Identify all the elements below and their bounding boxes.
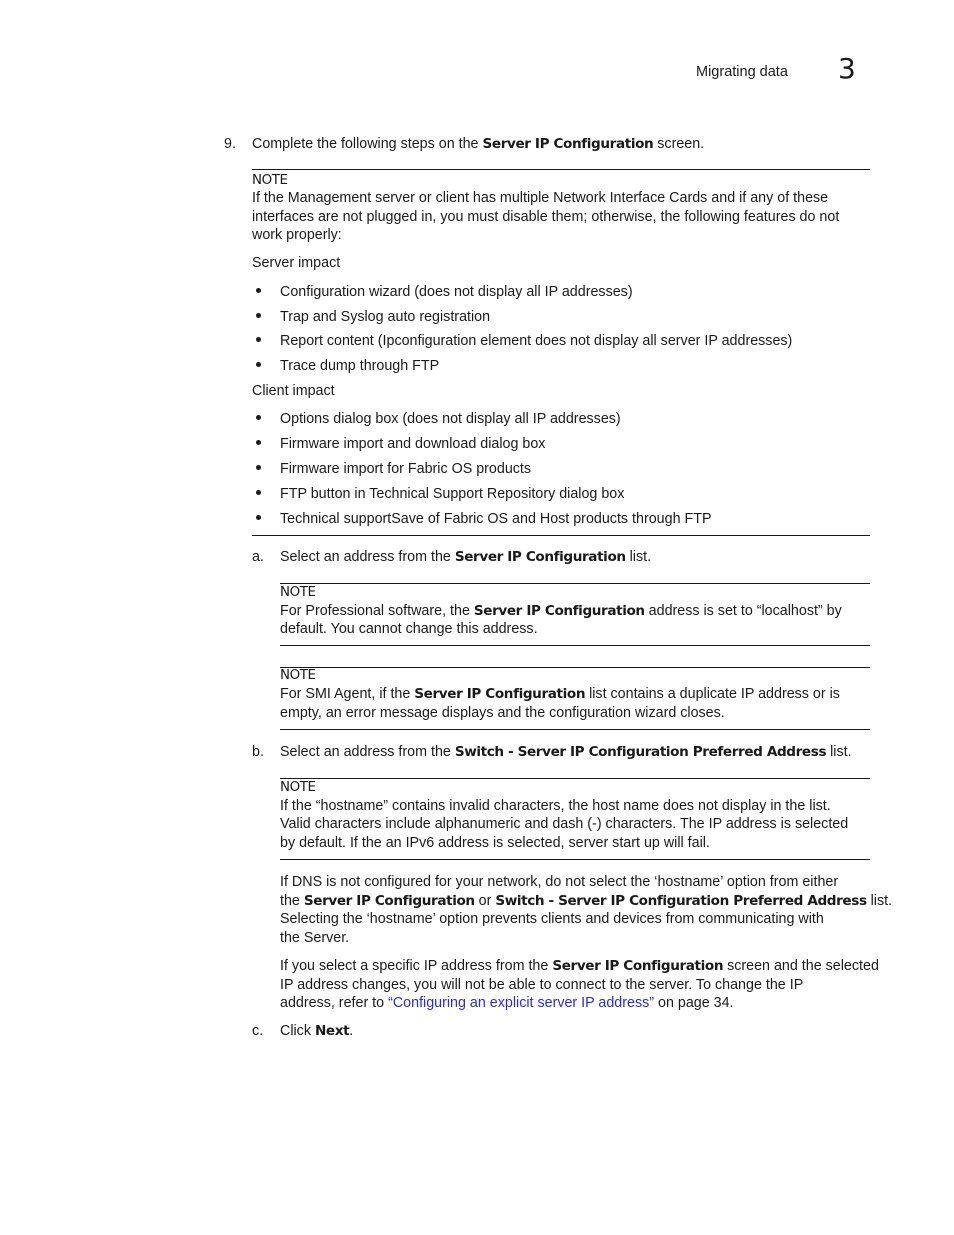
step-9-bold: Server IP Configuration [482, 136, 654, 152]
step-c-text [280, 1022, 353, 1041]
step-b-pre: Select an address from the [280, 744, 455, 760]
note-3-line-1-bold: Server IP Configuration [414, 686, 586, 702]
ip-para-line-1-pre: If you select a specific IP address from the [280, 958, 553, 974]
step-a-pre: Select an address from the [280, 549, 455, 565]
ip-para-line-1 [280, 957, 879, 976]
running-header-title: Migrating data [696, 64, 788, 80]
bullet-icon [256, 515, 261, 520]
note-4-line-3: by default. If the an IPv6 address is selected, server start up will fail. [280, 835, 710, 851]
server-impact-heading: Server impact [252, 255, 341, 271]
ip-para-line-1-bold: Server IP Configuration [552, 958, 724, 974]
dns-para-line-1: If DNS is not configured for your network, do not select the ‘hostname’ option from either [280, 874, 839, 890]
step-9-text [252, 135, 704, 154]
ip-para-line-1-post: screen and the selected [723, 958, 879, 974]
dns-para-line-2-bold-2: Switch - Server IP Configuration Preferred Address [495, 893, 867, 909]
note-3-line-1 [280, 685, 840, 704]
note-4-bottom-rule [280, 859, 870, 860]
note-2-top-rule [280, 583, 870, 584]
bullet-icon [256, 415, 261, 420]
note-1-bottom-rule [252, 535, 870, 536]
bullet-icon [256, 490, 261, 495]
bullet-icon [256, 362, 261, 367]
note-2-line-1-pre: For Professional software, the [280, 603, 474, 619]
dns-para-line-2 [280, 892, 892, 911]
step-a-text [280, 548, 651, 567]
step-a-letter: a. [252, 549, 264, 565]
bullet-icon [256, 313, 261, 318]
ip-para-line-3-pre: address, refer to [280, 995, 389, 1011]
note-3-top-rule [280, 667, 870, 668]
note-2-line-1 [280, 602, 842, 621]
note-3-bottom-rule [280, 729, 870, 730]
ip-para-line-2: IP address changes, you will not be able to connect to the server. To change the IP [280, 977, 804, 993]
note-2-line-1-post: address is set to “localhost” by [644, 603, 842, 619]
step-b-letter: b. [252, 744, 264, 760]
note-2-label: NOTE [280, 585, 316, 600]
note-1-line-1: If the Management server or client has multiple Network Interface Cards and if any of these [252, 190, 829, 206]
bullet-icon [256, 337, 261, 342]
step-b-bold: Switch - Server IP Configuration Preferred Address [454, 744, 827, 760]
dns-para-line-2-post: list. [866, 893, 893, 909]
dns-para-line-2-mid: or [474, 893, 496, 909]
server-impact-item: Trap and Syslog auto registration [280, 309, 491, 325]
step-a-bold: Server IP Configuration [454, 549, 626, 565]
note-1-top-rule [252, 169, 870, 170]
client-impact-heading: Client impact [252, 383, 335, 399]
step-9-number: 9. [224, 136, 236, 152]
dns-para-line-2-bold-1: Server IP Configuration [303, 893, 475, 909]
note-3-line-2: empty, an error message displays and the configuration wizard closes. [280, 705, 725, 721]
dns-para-line-3: Selecting the ‘hostname’ option prevents clients and devices from communicating with [280, 911, 824, 927]
bullet-icon [256, 440, 261, 445]
step-c-bold: Next [314, 1023, 350, 1039]
note-1-line-2: interfaces are not plugged in, you must disable them; otherwise, the following features do not [252, 209, 840, 225]
note-2-bottom-rule [280, 645, 870, 646]
ip-para-line-3-post: on page 34. [654, 995, 734, 1011]
note-4-label: NOTE [280, 780, 316, 795]
note-1-label: NOTE [252, 173, 288, 188]
note-4-top-rule [280, 778, 870, 779]
step-a-post: list. [625, 549, 652, 565]
step-c-pre: Click [280, 1023, 315, 1039]
note-2-line-2: default. You cannot change this address. [280, 621, 538, 637]
note-3-line-1-pre: For SMI Agent, if the [280, 686, 415, 702]
client-impact-item: Firmware import and download dialog box [280, 436, 546, 452]
note-4-line-2: Valid characters include alphanumeric and dash (-) characters. The IP address is selected [280, 816, 849, 832]
bullet-icon [256, 465, 261, 470]
dns-para-line-4: the Server. [280, 930, 350, 946]
client-impact-item: FTP button in Technical Support Repository dialog box [280, 486, 625, 502]
note-3-line-1-post: list contains a duplicate IP address or is [585, 686, 840, 702]
dns-para-line-2-pre: the [280, 893, 304, 909]
step-9-post: screen. [653, 136, 705, 152]
server-impact-item: Report content (Ipconfiguration element does not display all server IP addresses) [280, 333, 793, 349]
step-c-post: . [349, 1023, 354, 1039]
step-9-pre: Complete the following steps on the [252, 136, 483, 152]
step-c-letter: c. [252, 1023, 264, 1039]
server-impact-item: Trace dump through FTP [280, 358, 440, 374]
note-2-line-1-bold: Server IP Configuration [473, 603, 645, 619]
note-1-line-3: work properly: [252, 227, 342, 243]
note-3-label: NOTE [280, 668, 316, 683]
client-impact-item: Technical supportSave of Fabric OS and Host products through FTP [280, 511, 712, 527]
step-b-post: list. [826, 744, 852, 760]
chapter-number: 3 [838, 52, 856, 85]
bullet-icon [256, 288, 261, 293]
cross-reference-link[interactable]: “Configuring an explicit server IP address” [388, 995, 655, 1011]
server-impact-item: Configuration wizard (does not display all IP addresses) [280, 284, 633, 300]
note-4-line-1: If the “hostname” contains invalid characters, the host name does not display in the list. [280, 798, 831, 814]
client-impact-item: Options dialog box (does not display all IP addresses) [280, 411, 621, 427]
step-b-text [280, 743, 852, 762]
client-impact-item: Firmware import for Fabric OS products [280, 461, 532, 477]
ip-para-line-3 [280, 994, 734, 1013]
